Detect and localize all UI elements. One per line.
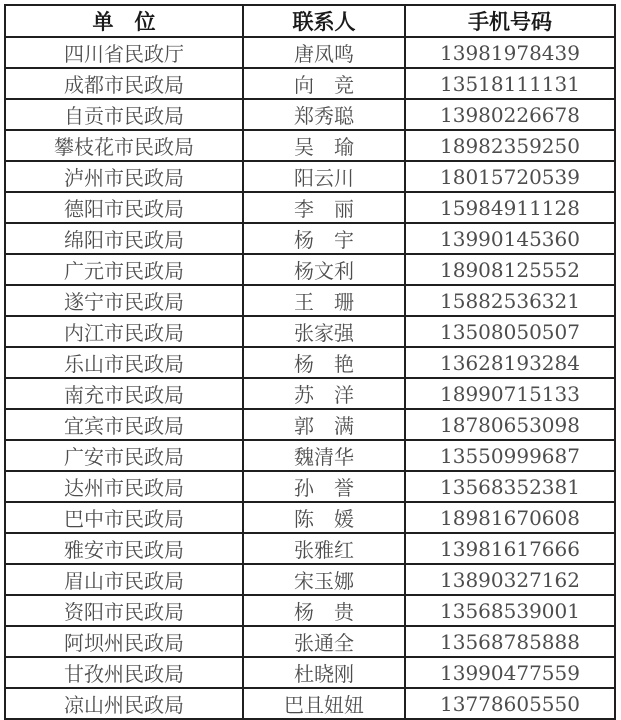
unit-cell: 成都市民政局 (5, 68, 243, 99)
unit-cell: 凉山州民政局 (5, 688, 243, 719)
unit-cell: 广安市民政局 (5, 440, 243, 471)
phone-cell: 13568785888 (405, 626, 615, 657)
phone-cell: 18990715133 (405, 378, 615, 409)
unit-cell: 攀枝花市民政局 (5, 130, 243, 161)
phone-cell: 18908125552 (405, 254, 615, 285)
unit-cell: 自贡市民政局 (5, 99, 243, 130)
table-row (5, 440, 615, 471)
table-row (5, 502, 615, 533)
phone-cell: 13628193284 (405, 347, 615, 378)
unit-cell: 南充市民政局 (5, 378, 243, 409)
table-row (5, 161, 615, 192)
phone-cell: 18982359250 (405, 130, 615, 161)
unit-cell: 泸州市民政局 (5, 161, 243, 192)
contact-cell: 杜晓刚 (243, 657, 405, 688)
phone-cell: 13550999687 (405, 440, 615, 471)
phone-cell: 13981617666 (405, 533, 615, 564)
contact-cell: 魏清华 (243, 440, 405, 471)
table-row (5, 37, 615, 68)
unit-cell: 眉山市民政局 (5, 564, 243, 595)
contact-cell: 李 丽 (243, 192, 405, 223)
table-row (5, 657, 615, 688)
table-row (5, 378, 615, 409)
phone-cell: 18981670608 (405, 502, 615, 533)
table-row (5, 595, 615, 626)
phone-cell: 13778605550 (405, 688, 615, 719)
table-row (5, 99, 615, 130)
header-contact: 联系人 (243, 5, 405, 37)
unit-cell: 四川省民政厅 (5, 37, 243, 68)
contact-cell: 杨 宇 (243, 223, 405, 254)
table-row (5, 471, 615, 502)
unit-cell: 广元市民政局 (5, 254, 243, 285)
table-row (5, 192, 615, 223)
unit-cell: 雅安市民政局 (5, 533, 243, 564)
unit-cell: 德阳市民政局 (5, 192, 243, 223)
table-row (5, 688, 615, 719)
contact-cell: 巴且妞妞 (243, 688, 405, 719)
phone-cell: 13990145360 (405, 223, 615, 254)
table-row (5, 223, 615, 254)
unit-cell: 达州市民政局 (5, 471, 243, 502)
contact-cell: 王 珊 (243, 285, 405, 316)
unit-cell: 乐山市民政局 (5, 347, 243, 378)
unit-cell: 宜宾市民政局 (5, 409, 243, 440)
phone-cell: 18015720539 (405, 161, 615, 192)
contact-cell: 郑秀聪 (243, 99, 405, 130)
header-phone: 手机号码 (405, 5, 615, 37)
contact-cell: 杨文利 (243, 254, 405, 285)
contact-cell: 苏 洋 (243, 378, 405, 409)
phone-cell: 13990477559 (405, 657, 615, 688)
contact-cell: 向 竞 (243, 68, 405, 99)
contact-cell: 吴 瑜 (243, 130, 405, 161)
table-row (5, 347, 615, 378)
header-row (5, 5, 615, 37)
table-row (5, 626, 615, 657)
table-row (5, 409, 615, 440)
phone-cell: 15984911128 (405, 192, 615, 223)
table-row (5, 316, 615, 347)
contact-cell: 张雅红 (243, 533, 405, 564)
table-row (5, 564, 615, 595)
contact-cell: 郭 满 (243, 409, 405, 440)
table-row (5, 285, 615, 316)
contact-cell: 唐凤鸣 (243, 37, 405, 68)
contact-cell: 杨 艳 (243, 347, 405, 378)
phone-cell: 13568539001 (405, 595, 615, 626)
phone-cell: 13980226678 (405, 99, 615, 130)
phone-cell: 13568352381 (405, 471, 615, 502)
unit-cell: 绵阳市民政局 (5, 223, 243, 254)
unit-cell: 阿坝州民政局 (5, 626, 243, 657)
table-row (5, 254, 615, 285)
phone-cell: 13890327162 (405, 564, 615, 595)
contact-cell: 宋玉娜 (243, 564, 405, 595)
table-row (5, 533, 615, 564)
unit-cell: 甘孜州民政局 (5, 657, 243, 688)
contact-cell: 杨 贵 (243, 595, 405, 626)
unit-cell: 资阳市民政局 (5, 595, 243, 626)
unit-cell: 遂宁市民政局 (5, 285, 243, 316)
phone-cell: 18780653098 (405, 409, 615, 440)
table-row (5, 130, 615, 161)
unit-cell: 内江市民政局 (5, 316, 243, 347)
unit-cell: 巴中市民政局 (5, 502, 243, 533)
phone-cell: 13981978439 (405, 37, 615, 68)
contact-cell: 阳云川 (243, 161, 405, 192)
phone-cell: 13508050507 (405, 316, 615, 347)
contact-cell: 孙 誉 (243, 471, 405, 502)
table-body (5, 37, 615, 719)
table-row (5, 68, 615, 99)
contact-cell: 陈 媛 (243, 502, 405, 533)
header-unit: 单 位 (5, 5, 243, 37)
contact-cell: 张通全 (243, 626, 405, 657)
phone-cell: 15882536321 (405, 285, 615, 316)
phone-cell: 13518111131 (405, 68, 615, 99)
contact-table (4, 4, 616, 720)
contact-cell: 张家强 (243, 316, 405, 347)
